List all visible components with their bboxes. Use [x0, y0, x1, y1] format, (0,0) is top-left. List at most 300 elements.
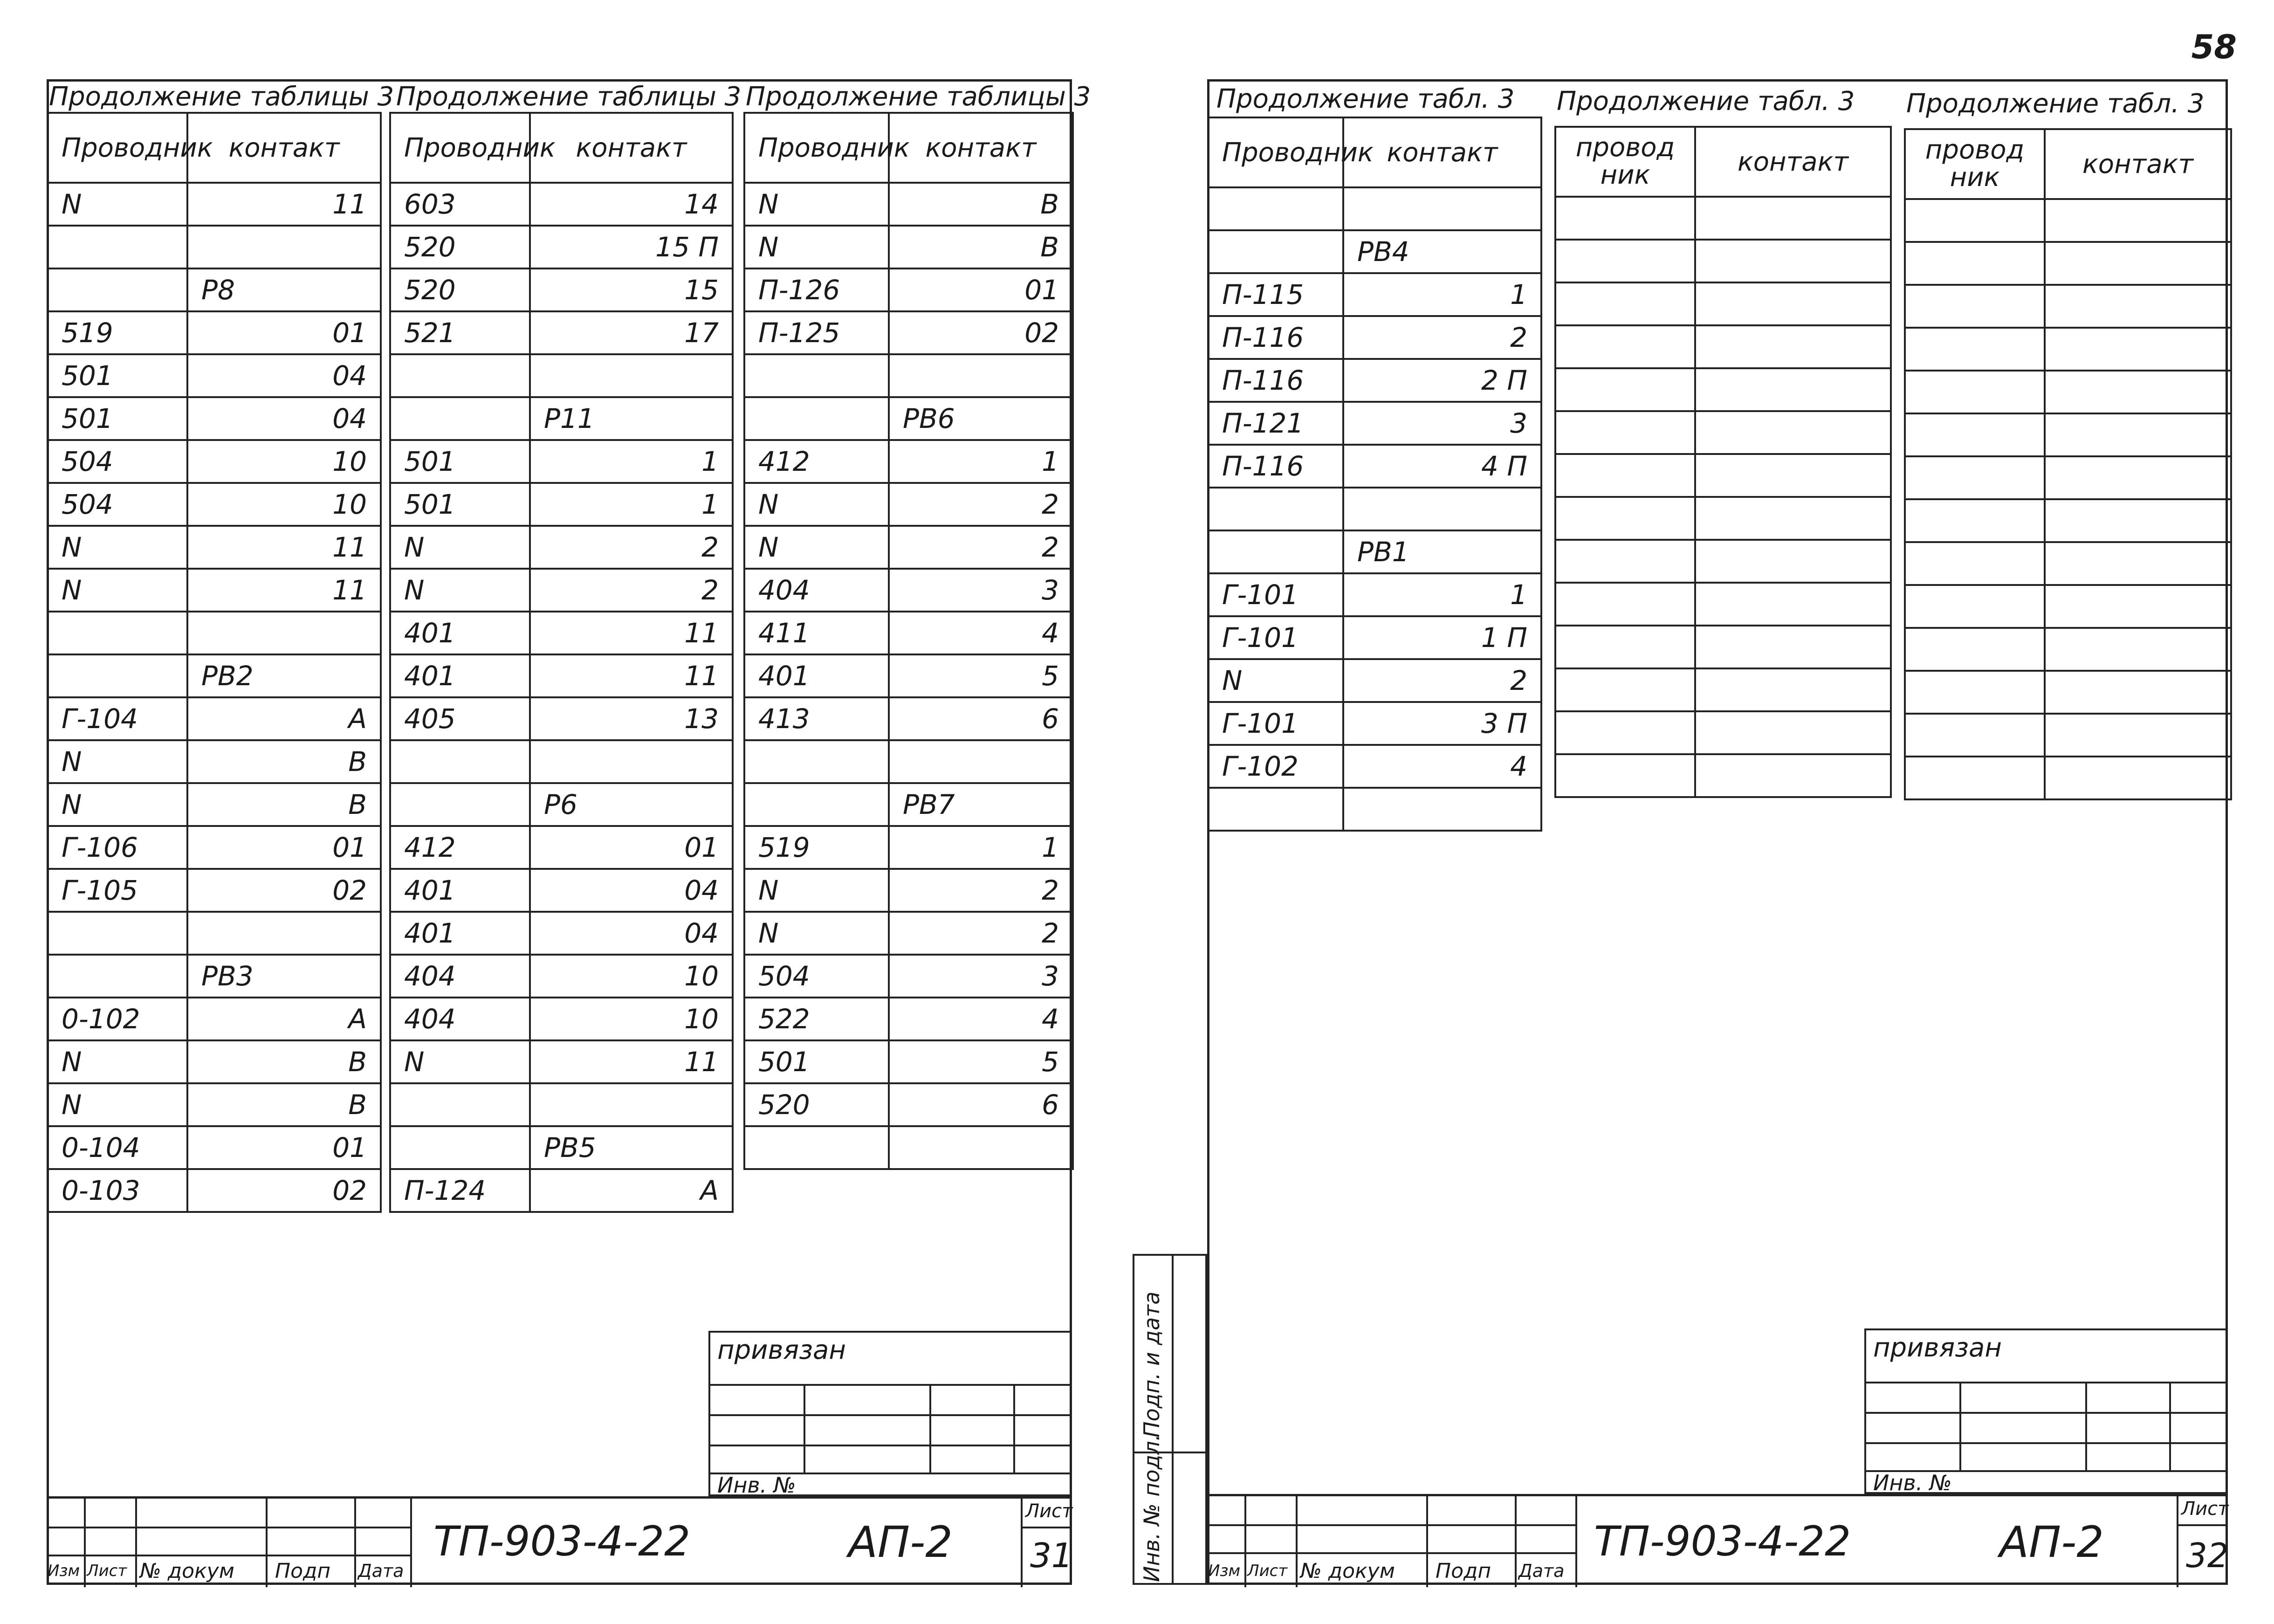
- table-row: [48, 354, 381, 397]
- wire-cell: 501: [390, 440, 530, 483]
- wire-cell: N: [48, 740, 187, 783]
- contact-cell: 02: [187, 869, 381, 912]
- page-number: 58: [2191, 28, 2237, 66]
- wire-cell: 401: [390, 912, 530, 955]
- contact-cell: [889, 1126, 1073, 1169]
- table-row: [744, 483, 1073, 526]
- section-row: [48, 654, 381, 697]
- table-row: [390, 1169, 733, 1212]
- contact-cell: 10: [187, 483, 381, 526]
- contact-cell: 1: [889, 440, 1073, 483]
- contact-cell: [1343, 488, 1541, 530]
- contact-cell: В: [187, 1083, 381, 1126]
- sign-date-label: Подп. и дата: [1139, 1291, 1164, 1438]
- contact-cell: 5: [889, 654, 1073, 697]
- table-row: [744, 1040, 1073, 1083]
- wire-cell: 0-104: [48, 1126, 187, 1169]
- contact-cell: 04: [530, 869, 733, 912]
- wire-table-right-2: [1554, 126, 1892, 798]
- section-row: [1208, 530, 1541, 573]
- wire-table-left-2: [389, 112, 734, 1213]
- wire-table-right-1: [1207, 117, 1542, 832]
- wire-cell: 412: [390, 826, 530, 869]
- table-row: [744, 354, 1073, 397]
- table-row: [1208, 573, 1541, 616]
- contact-cell: 2 П: [1343, 359, 1541, 402]
- wire-cell: [1208, 530, 1343, 573]
- wire-cell: П-115: [1208, 273, 1343, 316]
- wire-cell: П-125: [744, 311, 889, 354]
- wire-cell: Г-102: [1208, 745, 1343, 788]
- wire-cell: [390, 1126, 530, 1169]
- table-row: [744, 1126, 1073, 1169]
- col-list: Лист: [1247, 1562, 1288, 1580]
- col-header-wire: Проводник: [48, 113, 187, 183]
- contact-cell: 3: [889, 955, 1073, 998]
- wire-cell: N: [1208, 659, 1343, 702]
- table-row: [744, 826, 1073, 869]
- contact-cell: [530, 354, 733, 397]
- col-header-wire: Проводник: [744, 113, 889, 183]
- wire-cell: [744, 740, 889, 783]
- empty-row: [1555, 497, 1891, 540]
- table-row: [744, 612, 1073, 654]
- wire-cell: [48, 912, 187, 955]
- col-sign: Подп: [1436, 1559, 1491, 1583]
- caption-right-2: Продолжение табл. 3: [1557, 86, 1855, 117]
- table-row: [48, 612, 381, 654]
- col-date: Дата: [1518, 1561, 1565, 1581]
- empty-row: [1555, 754, 1891, 797]
- table-row: [48, 869, 381, 912]
- table-row: [48, 1126, 381, 1169]
- wire-cell: Г-104: [48, 697, 187, 740]
- doc-mark: АП-2: [1999, 1517, 2104, 1567]
- empty-row: [1555, 325, 1891, 368]
- section-label: РВ3: [187, 955, 381, 998]
- empty-row: [1905, 542, 2231, 585]
- wire-cell: [744, 397, 889, 440]
- wire-cell: [48, 226, 187, 268]
- contact-cell: [889, 354, 1073, 397]
- section-label: РВ7: [889, 783, 1073, 826]
- col-header-wire: провод ник: [1555, 127, 1695, 197]
- contact-cell: [1343, 187, 1541, 230]
- contact-cell: 3 П: [1343, 702, 1541, 745]
- wire-cell: П-116: [1208, 316, 1343, 359]
- wire-cell: N: [48, 183, 187, 226]
- table-row: [390, 311, 733, 354]
- empty-row: [1555, 411, 1891, 454]
- table-row: [744, 869, 1073, 912]
- contact-cell: А: [530, 1169, 733, 1212]
- wire-cell: [390, 1083, 530, 1126]
- table-row: [48, 783, 381, 826]
- contact-cell: 2: [889, 869, 1073, 912]
- table-row: [390, 183, 733, 226]
- empty-row: [1555, 454, 1891, 497]
- section-label: Р8: [187, 268, 381, 311]
- table-row: [390, 226, 733, 268]
- wire-cell: N: [744, 526, 889, 569]
- table-row: [744, 569, 1073, 612]
- contact-cell: 1: [530, 440, 733, 483]
- contact-cell: 4 П: [1343, 445, 1541, 488]
- contact-cell: 04: [187, 354, 381, 397]
- table-row: [48, 526, 381, 569]
- caption-left-1: Продолжение таблицы 3: [49, 82, 394, 112]
- wire-cell: N: [48, 1040, 187, 1083]
- wire-cell: Г-101: [1208, 573, 1343, 616]
- contact-cell: 01: [187, 1126, 381, 1169]
- contact-cell: [530, 740, 733, 783]
- section-row: [744, 783, 1073, 826]
- wire-cell: N: [48, 569, 187, 612]
- col-izm: Изм: [1208, 1562, 1241, 1580]
- section-label: Р11: [530, 397, 733, 440]
- wire-cell: [744, 354, 889, 397]
- caption-left-3: Продолжение таблицы 3: [746, 82, 1091, 112]
- wire-cell: П-116: [1208, 359, 1343, 402]
- table-row: [1208, 359, 1541, 402]
- empty-row: [1905, 328, 2231, 371]
- contact-cell: [530, 1083, 733, 1126]
- section-label: РВ1: [1343, 530, 1541, 573]
- table-row: [48, 740, 381, 783]
- wire-cell: 404: [390, 998, 530, 1040]
- contact-cell: 01: [187, 311, 381, 354]
- section-row: [48, 268, 381, 311]
- contact-cell: 5: [889, 1040, 1073, 1083]
- table-row: [390, 483, 733, 526]
- table-row: [1208, 488, 1541, 530]
- empty-row: [1905, 371, 2231, 413]
- empty-row: [1555, 240, 1891, 282]
- wire-cell: N: [48, 783, 187, 826]
- table-row: [1208, 273, 1541, 316]
- inv-label: Инв. №: [717, 1473, 796, 1498]
- caption-right-1: Продолжение табл. 3: [1216, 84, 1515, 114]
- col-date: Дата: [358, 1561, 404, 1581]
- section-row: [390, 783, 733, 826]
- col-sign: Подп: [275, 1559, 331, 1583]
- contact-cell: 01: [889, 268, 1073, 311]
- wire-cell: 520: [390, 226, 530, 268]
- wire-cell: 504: [744, 955, 889, 998]
- table-row: [744, 268, 1073, 311]
- contact-cell: 1 П: [1343, 616, 1541, 659]
- inv-label: Инв. №: [1873, 1470, 1952, 1495]
- table-row: [48, 912, 381, 955]
- empty-row: [1905, 714, 2231, 757]
- table-row: [744, 226, 1073, 268]
- contact-cell: 2: [530, 569, 733, 612]
- contact-cell: 10: [530, 955, 733, 998]
- table-row: [390, 354, 733, 397]
- table-row: [390, 1040, 733, 1083]
- wire-cell: 0-103: [48, 1169, 187, 1212]
- col-doc: № докум: [140, 1559, 234, 1583]
- bound-label: привязан: [717, 1335, 846, 1365]
- table-row: [390, 697, 733, 740]
- table-row: [1208, 702, 1541, 745]
- table-row: [48, 1169, 381, 1212]
- wire-cell: Г-101: [1208, 702, 1343, 745]
- side-strip: [1133, 1254, 1207, 1585]
- empty-row: [1555, 197, 1891, 240]
- contact-cell: 02: [187, 1169, 381, 1212]
- contact-cell: 13: [530, 697, 733, 740]
- table-row: [1208, 745, 1541, 788]
- wire-cell: [390, 397, 530, 440]
- col-header-wire: провод ник: [1905, 129, 2045, 199]
- wire-cell: N: [744, 183, 889, 226]
- contact-cell: 11: [530, 612, 733, 654]
- table-row: [48, 1083, 381, 1126]
- wire-cell: [48, 955, 187, 998]
- contact-cell: 04: [187, 397, 381, 440]
- table-row: [1208, 187, 1541, 230]
- contact-cell: 10: [530, 998, 733, 1040]
- sheet-label: Лист: [2181, 1498, 2229, 1520]
- col-header-wire: Проводник: [390, 113, 530, 183]
- table-row: [1208, 316, 1541, 359]
- wire-cell: N: [390, 1040, 530, 1083]
- wire-cell: 401: [744, 654, 889, 697]
- table-row: [48, 1040, 381, 1083]
- contact-cell: 04: [530, 912, 733, 955]
- contact-cell: 6: [889, 1083, 1073, 1126]
- contact-cell: В: [889, 183, 1073, 226]
- table-row: [744, 697, 1073, 740]
- empty-row: [1555, 368, 1891, 411]
- table-row: [48, 226, 381, 268]
- table-row: [390, 998, 733, 1040]
- empty-row: [1555, 711, 1891, 754]
- wire-cell: [48, 612, 187, 654]
- wire-cell: N: [390, 526, 530, 569]
- wire-cell: [390, 354, 530, 397]
- contact-cell: В: [187, 740, 381, 783]
- contact-cell: [187, 226, 381, 268]
- wire-cell: Г-105: [48, 869, 187, 912]
- contact-cell: 1: [1343, 273, 1541, 316]
- table-row: [1208, 616, 1541, 659]
- table-row: [390, 268, 733, 311]
- wire-cell: 603: [390, 183, 530, 226]
- section-row: [48, 955, 381, 998]
- contact-cell: 1: [889, 826, 1073, 869]
- section-row: [1208, 230, 1541, 273]
- table-row: [390, 912, 733, 955]
- wire-cell: N: [48, 526, 187, 569]
- wire-cell: N: [744, 483, 889, 526]
- wire-cell: 412: [744, 440, 889, 483]
- table-row: [1208, 659, 1541, 702]
- sheet-number: 31: [1030, 1536, 1073, 1575]
- table-row: [390, 654, 733, 697]
- wire-cell: N: [744, 226, 889, 268]
- section-row: [390, 397, 733, 440]
- wire-cell: 521: [390, 311, 530, 354]
- table-row: [1208, 445, 1541, 488]
- col-header-wire: Проводник: [1208, 117, 1343, 187]
- caption-right-3: Продолжение табл. 3: [1906, 89, 2205, 119]
- contact-cell: 11: [187, 526, 381, 569]
- empty-row: [1905, 242, 2231, 285]
- table-row: [390, 955, 733, 998]
- wire-cell: 520: [744, 1083, 889, 1126]
- wire-table-right-3: [1904, 128, 2232, 800]
- table-row: [744, 526, 1073, 569]
- empty-row: [1905, 199, 2231, 242]
- contact-cell: 3: [1343, 402, 1541, 445]
- table-row: [48, 311, 381, 354]
- table-row: [390, 1083, 733, 1126]
- table-row: [48, 569, 381, 612]
- wire-cell: [1208, 187, 1343, 230]
- table-row: [744, 1083, 1073, 1126]
- contact-cell: 1: [530, 483, 733, 526]
- empty-row: [1905, 671, 2231, 714]
- table-row: [390, 826, 733, 869]
- contact-cell: 2: [1343, 316, 1541, 359]
- wire-cell: 501: [48, 354, 187, 397]
- wire-cell: 501: [48, 397, 187, 440]
- table-row: [48, 397, 381, 440]
- wire-cell: 519: [48, 311, 187, 354]
- wire-cell: Г-106: [48, 826, 187, 869]
- wire-cell: 405: [390, 697, 530, 740]
- sheet-label: Лист: [1025, 1500, 1073, 1522]
- contact-cell: [187, 612, 381, 654]
- empty-row: [1905, 585, 2231, 628]
- contact-cell: 4: [1343, 745, 1541, 788]
- table-row: [48, 697, 381, 740]
- section-row: [390, 1126, 733, 1169]
- wire-cell: [744, 783, 889, 826]
- table-row: [744, 998, 1073, 1040]
- wire-cell: 0-102: [48, 998, 187, 1040]
- contact-cell: 1: [1343, 573, 1541, 616]
- title-block-left: [47, 1496, 1072, 1585]
- table-row: [48, 183, 381, 226]
- empty-row: [1555, 540, 1891, 583]
- binding-stamp-left: [708, 1331, 1072, 1496]
- contact-cell: В: [187, 1040, 381, 1083]
- contact-cell: 4: [889, 998, 1073, 1040]
- table-row: [744, 440, 1073, 483]
- table-row: [744, 654, 1073, 697]
- col-list: Лист: [87, 1562, 127, 1580]
- empty-row: [1905, 285, 2231, 328]
- contact-cell: А: [187, 998, 381, 1040]
- col-doc: № докум: [1300, 1559, 1395, 1583]
- empty-row: [1555, 668, 1891, 711]
- contact-cell: 11: [187, 183, 381, 226]
- wire-cell: [744, 1126, 889, 1169]
- title-block-right: [1207, 1494, 2228, 1585]
- table-row: [48, 483, 381, 526]
- table-row: [390, 569, 733, 612]
- wire-cell: N: [744, 912, 889, 955]
- section-label: РВ6: [889, 397, 1073, 440]
- table-row: [48, 998, 381, 1040]
- contact-cell: В: [889, 226, 1073, 268]
- empty-row: [1555, 626, 1891, 668]
- wire-cell: [48, 654, 187, 697]
- col-header-contact: контакт: [1343, 117, 1541, 187]
- contact-cell: 01: [530, 826, 733, 869]
- contact-cell: [1343, 788, 1541, 831]
- empty-row: [1905, 628, 2231, 671]
- empty-row: [1905, 499, 2231, 542]
- wire-cell: П-126: [744, 268, 889, 311]
- table-row: [390, 612, 733, 654]
- wire-cell: 522: [744, 998, 889, 1040]
- inv-orig-label: Инв. № подл.: [1139, 1434, 1164, 1582]
- col-header-contact: контакт: [889, 113, 1073, 183]
- wire-cell: [1208, 488, 1343, 530]
- wire-cell: П-121: [1208, 402, 1343, 445]
- col-header-contact: контакт: [2045, 129, 2231, 199]
- table-row: [1208, 402, 1541, 445]
- contact-cell: В: [187, 783, 381, 826]
- contact-cell: 2: [889, 483, 1073, 526]
- table-row: [744, 955, 1073, 998]
- wire-cell: 401: [390, 612, 530, 654]
- contact-cell: А: [187, 697, 381, 740]
- doc-code: ТП-903-4-22: [1594, 1517, 1851, 1565]
- contact-cell: 01: [187, 826, 381, 869]
- contact-cell: 17: [530, 311, 733, 354]
- wire-cell: 401: [390, 654, 530, 697]
- wire-table-left-3: [743, 112, 1074, 1170]
- doc-code: ТП-903-4-22: [433, 1517, 691, 1565]
- col-header-contact: контакт: [187, 113, 381, 183]
- sheet-number: 32: [2186, 1536, 2229, 1575]
- empty-row: [1555, 583, 1891, 626]
- doc-mark: АП-2: [848, 1517, 953, 1567]
- col-izm: Изм: [48, 1562, 80, 1580]
- empty-row: [1905, 413, 2231, 456]
- contact-cell: 4: [889, 612, 1073, 654]
- bound-label: привязан: [1873, 1333, 2002, 1363]
- section-label: РВ5: [530, 1126, 733, 1169]
- wire-cell: [48, 268, 187, 311]
- table-row: [390, 869, 733, 912]
- contact-cell: 6: [889, 697, 1073, 740]
- col-header-contact: контакт: [530, 113, 733, 183]
- wire-cell: N: [744, 869, 889, 912]
- contact-cell: 2: [1343, 659, 1541, 702]
- wire-cell: 501: [744, 1040, 889, 1083]
- wire-cell: П-124: [390, 1169, 530, 1212]
- section-label: РВ2: [187, 654, 381, 697]
- wire-cell: 404: [390, 955, 530, 998]
- caption-left-2: Продолжение таблицы 3: [396, 82, 742, 112]
- empty-row: [1905, 456, 2231, 499]
- empty-row: [1905, 757, 2231, 799]
- table-row: [48, 440, 381, 483]
- wire-table-left-1: [47, 112, 382, 1213]
- wire-cell: 413: [744, 697, 889, 740]
- contact-cell: 02: [889, 311, 1073, 354]
- table-row: [390, 740, 733, 783]
- section-row: [744, 397, 1073, 440]
- wire-cell: Г-101: [1208, 616, 1343, 659]
- contact-cell: 11: [530, 654, 733, 697]
